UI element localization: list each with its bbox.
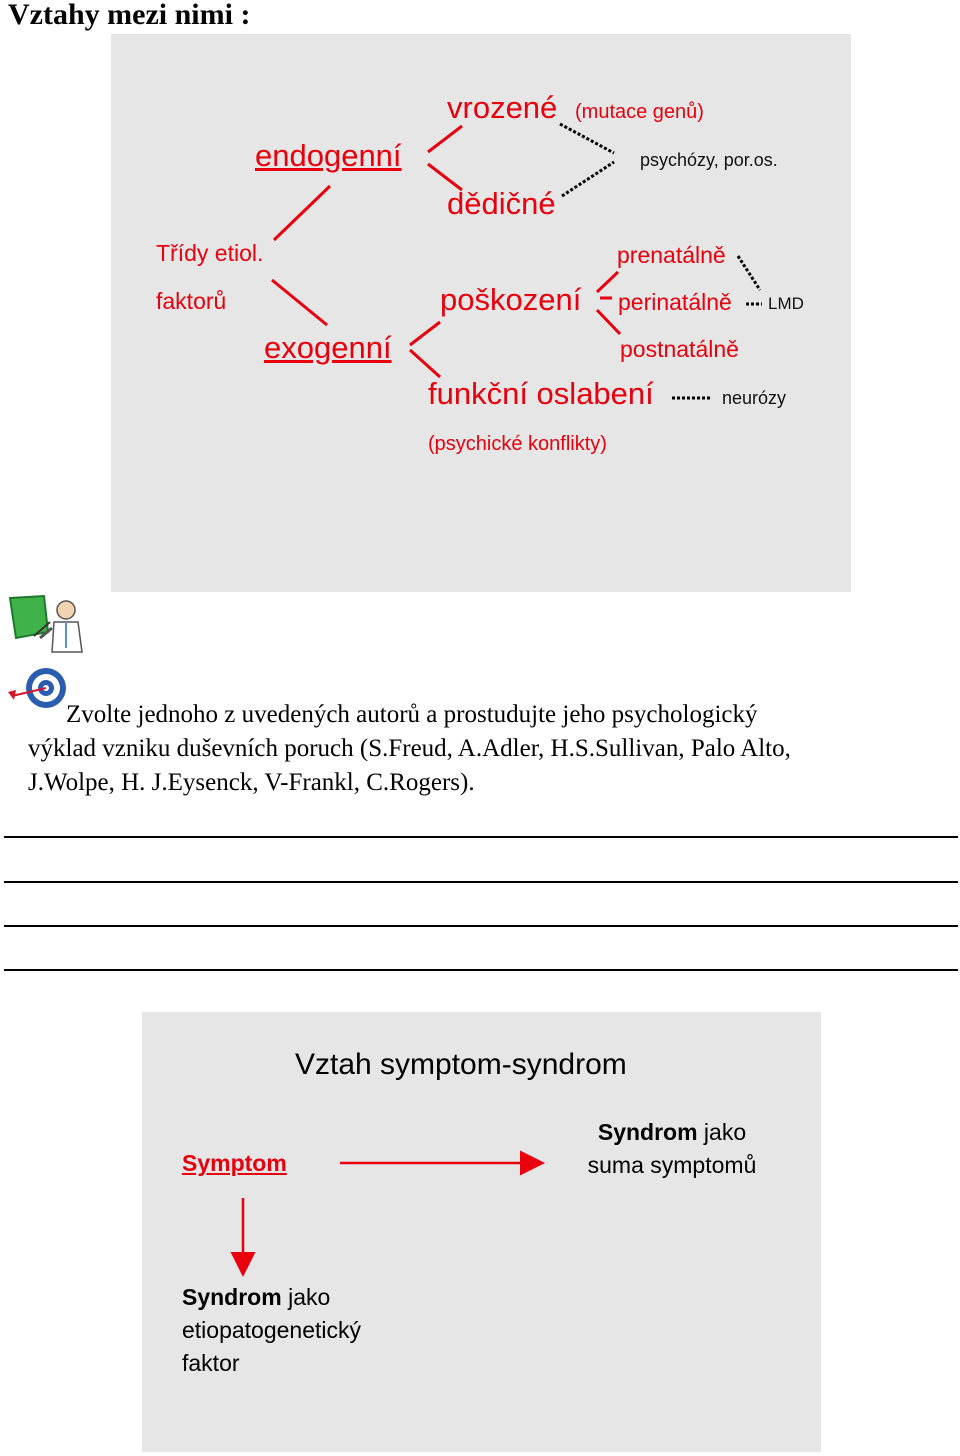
node-perinatalne: perinatálně xyxy=(618,289,732,315)
node-funkcni-oslabeni: funkční oslabení xyxy=(428,376,654,411)
node-dedicne: dědičné xyxy=(447,186,556,221)
symptom-syndrom-title: Vztah symptom-syndrom xyxy=(295,1048,627,1081)
assignment-line-1: Zvolte jednoho z uvedených autorů a prostudujte jeho psychologický xyxy=(66,701,758,728)
page-title: Vztahy mezi nimi : xyxy=(8,0,251,31)
syndrom-etio-rest: jako xyxy=(281,1284,331,1310)
syndrom-suma-bold: Syndrom xyxy=(597,1119,698,1145)
syndrom-etio-line2: etiopatogenetický xyxy=(182,1317,362,1343)
node-syndrom-etio xyxy=(182,1281,361,1380)
result-psychozy: psychózy, por.os. xyxy=(640,150,778,170)
result-lmd: LMD xyxy=(768,294,804,313)
node-symptom: Symptom xyxy=(182,1150,287,1176)
node-vrozene: vrozené xyxy=(447,90,558,125)
syndrom-etio-line3: faktor xyxy=(182,1350,240,1376)
result-neurozy: neurózy xyxy=(722,388,787,408)
assignment-line-2: výklad vzniku duševních poruch (S.Freud, A.Adler, H.S.Sullivan, Palo Alto, xyxy=(28,735,791,762)
node-prenatalne: prenatálně xyxy=(617,242,726,268)
note-mutace: (mutace genů) xyxy=(575,101,704,123)
node-poskozeni: poškození xyxy=(440,282,582,317)
etiology-root-line1: Třídy etiol. xyxy=(156,240,264,266)
note-konflikty: (psychické konflikty) xyxy=(428,433,607,455)
syndrom-etio-bold: Syndrom xyxy=(182,1284,282,1310)
syndrom-suma-line2: suma symptomů xyxy=(587,1152,757,1178)
node-endogenni: endogenní xyxy=(255,138,402,173)
node-exogenni: exogenní xyxy=(264,330,392,365)
node-postnatalne: postnatálně xyxy=(620,336,739,362)
etiology-root-line2: faktorů xyxy=(156,288,227,314)
syndrom-suma-rest: jako xyxy=(697,1119,747,1145)
assignment-line-3: J.Wolpe, H. J.Eysenck, V-Frankl, C.Rogers). xyxy=(28,769,475,796)
node-syndrom-suma xyxy=(574,1116,770,1182)
